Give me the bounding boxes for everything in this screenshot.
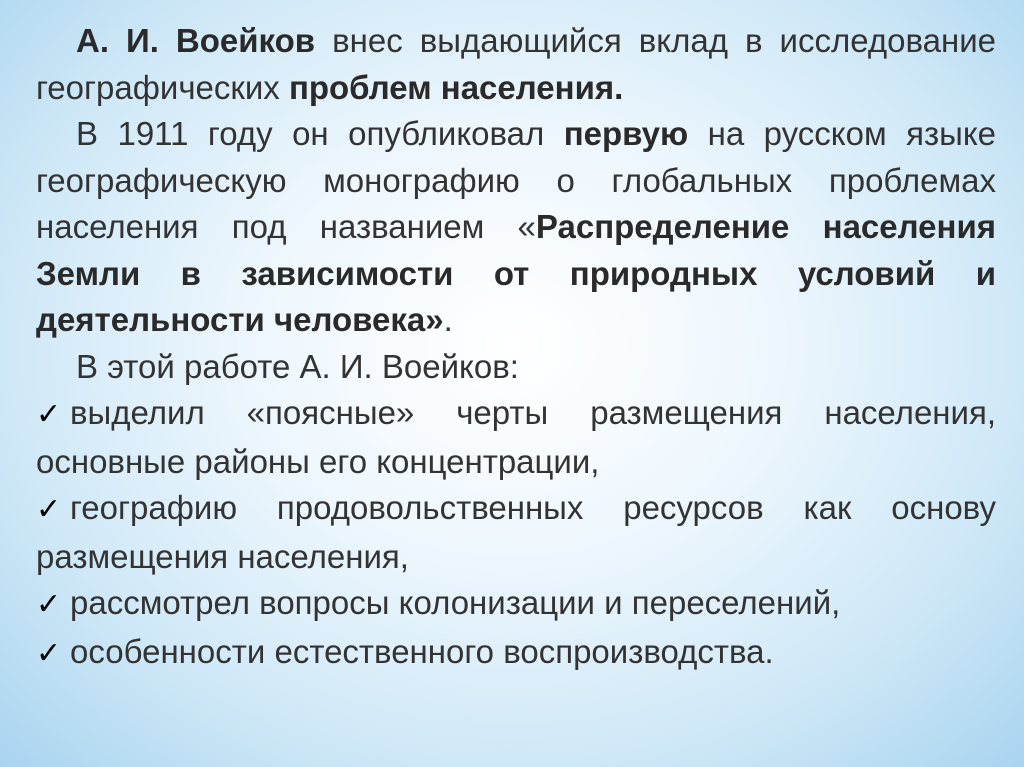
checkmark-icon: ✓ bbox=[36, 493, 62, 526]
list-item: ✓ географию продовольственных ресурсов как основу размещения населения, bbox=[36, 489, 996, 575]
checkmark-icon: ✓ bbox=[36, 636, 62, 670]
list-item: ✓ рассмотрел вопросы колонизации и переселений, bbox=[36, 580, 996, 629]
list-item: ✓ выделил «поясные» черты размещения населения, основные районы его концентрации, bbox=[36, 394, 996, 480]
checkmark-icon: ✓ bbox=[36, 588, 62, 621]
paragraph-summary: В этой работе А. И. Воейков: bbox=[76, 347, 519, 385]
monograph-title: Распределение населения Земли в зависимости от природных условий и деятельности человека» bbox=[36, 208, 996, 338]
paragraph-monograph: В 1911 году он опубликовал первую на русском языке географическую монографию о глобальных проблемах населения под названием «Распределение населения Земли в зависимости от природных условий и деятельности человека». bbox=[36, 115, 996, 338]
list-item: ✓ особенности естественного воспроизводства. bbox=[36, 629, 996, 678]
slide-body bbox=[36, 18, 996, 677]
author-name: А. И. Воейков bbox=[76, 22, 316, 59]
paragraph-intro: А. И. Воейков внес выдающийся вклад в исследование географических проблем населения. bbox=[36, 22, 996, 106]
checkmark-icon: ✓ bbox=[36, 398, 62, 431]
